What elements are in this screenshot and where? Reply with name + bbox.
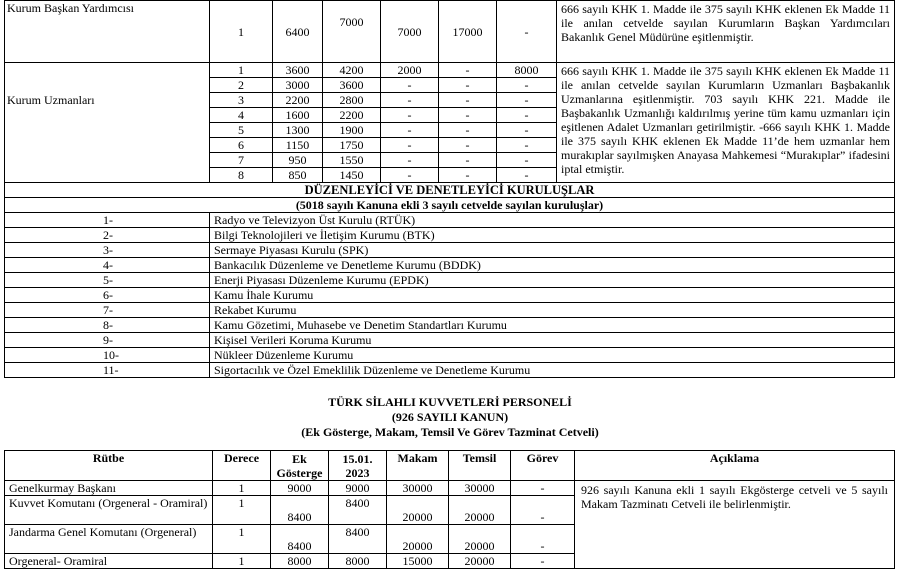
org-number: 10- — [5, 348, 210, 363]
tsk-makam: 15000 — [387, 554, 449, 569]
uzman-derece: 4 — [210, 108, 273, 123]
org-row — [5, 273, 895, 288]
org-number: 4- — [5, 258, 210, 273]
header-makam: Makam — [387, 451, 449, 481]
tsk-subtitle: (Ek Gösterge, Makam, Temsil Ve Görev Tazminat Cetveli) — [301, 425, 599, 439]
section-subtitle: (5018 sayılı Kanuna ekli 3 sayılı cetvelde sayılan kuruluşlar) — [5, 198, 895, 213]
uzman-gorev: - — [497, 123, 557, 138]
uzman-derece: 8 — [210, 168, 273, 183]
uzman-makam: - — [381, 123, 439, 138]
tsk-ek2023: 8400 — [329, 525, 387, 554]
org-name: Enerji Piyasası Düzenleme Kurumu (EPDK) — [210, 273, 895, 288]
tsk-gorev: - — [511, 554, 575, 569]
org-row — [5, 228, 895, 243]
header-gorev: Görev — [511, 451, 575, 481]
uzman-ek2023: 3600 — [323, 78, 381, 93]
uzman-ek2023: 2200 — [323, 108, 381, 123]
section-subtitle-row — [5, 198, 895, 213]
uzman-gorev: - — [497, 168, 557, 183]
uzman-derece: 3 — [210, 93, 273, 108]
header-ek2023: 15.01. 2023 — [329, 451, 387, 481]
uzman-gorev: - — [497, 108, 557, 123]
tsk-note: 926 sayılı Kanuna ekli 1 sayılı Ekgösterge cetveli ve 5 sayılı Makam Tazminatı Cetveli ile belirlenmiştir. — [575, 481, 895, 569]
tsk-row — [5, 481, 895, 496]
tsk-title: TÜRK SİLAHLI KUVVETLERİ PERSONELİ — [328, 395, 572, 409]
section-title-row — [5, 183, 895, 198]
uzman-title: Kurum Uzmanları — [5, 63, 210, 183]
baskan-row — [5, 1, 895, 63]
tsk-ek: 8400 — [271, 496, 329, 525]
baskan-temsil: 17000 — [439, 1, 497, 63]
uzman-makam: - — [381, 168, 439, 183]
uzman-makam: - — [381, 93, 439, 108]
tsk-temsil: 20000 — [449, 496, 511, 525]
tsk-rutbe: Kuvvet Komutanı (Orgeneral - Oramiral) — [5, 496, 213, 525]
baskan-makam: 7000 — [381, 1, 439, 63]
uzman-ek: 950 — [273, 153, 323, 168]
uzman-temsil: - — [439, 108, 497, 123]
tsk-temsil: 20000 — [449, 554, 511, 569]
tsk-gorev: - — [511, 496, 575, 525]
uzman-gorev: - — [497, 78, 557, 93]
tsk-gorev: - — [511, 481, 575, 496]
org-row — [5, 213, 895, 228]
kurum-table — [4, 0, 895, 378]
org-number: 1- — [5, 213, 210, 228]
uzman-gorev: 8000 — [497, 63, 557, 78]
uzman-ek: 3600 — [273, 63, 323, 78]
org-row — [5, 258, 895, 273]
tsk-derece: 1 — [213, 496, 271, 525]
uzman-temsil: - — [439, 123, 497, 138]
tsk-ek: 8000 — [271, 554, 329, 569]
org-name: Kişisel Verileri Koruma Kurumu — [210, 333, 895, 348]
uzman-ek: 1300 — [273, 123, 323, 138]
org-row — [5, 288, 895, 303]
header-rutbe: Rütbe — [5, 451, 213, 481]
tsk-derece: 1 — [213, 554, 271, 569]
header-ek: Ek Gösterge — [271, 451, 329, 481]
header-temsil: Temsil — [449, 451, 511, 481]
uzman-makam: - — [381, 138, 439, 153]
uzman-ek2023: 1750 — [323, 138, 381, 153]
uzman-makam: 2000 — [381, 63, 439, 78]
header-derece: Derece — [213, 451, 271, 481]
tsk-ek2023: 8400 — [329, 496, 387, 525]
org-number: 3- — [5, 243, 210, 258]
org-name: Radyo ve Televizyon Üst Kurulu (RTÜK) — [210, 213, 895, 228]
org-number: 5- — [5, 273, 210, 288]
org-row — [5, 243, 895, 258]
uzman-ek2023: 1450 — [323, 168, 381, 183]
uzman-makam: - — [381, 153, 439, 168]
uzman-derece: 5 — [210, 123, 273, 138]
org-number: 9- — [5, 333, 210, 348]
tsk-derece: 1 — [213, 525, 271, 554]
uzman-gorev: - — [497, 153, 557, 168]
uzman-ek: 1150 — [273, 138, 323, 153]
uzman-note: 666 sayılı KHK 1. Madde ile 375 sayılı KHK eklenen Ek Madde 11 ile anılan cetvelde sayılan Kurumların Uzmanları Başbakanlık Uzmanlarına eşitlenmiştir. 703 sayılı KHK 221. Madde ile Başbakanlık Uzmanlığı kaldırılmış yerine tüm kamu uzmanları için eşitlenen Adalet Uzmanları getirilmiştir. -666 sayılı KHK 1. Madde ile 375 sayılı KHK eklenen Ek Madde 11’de hem uzmanlar hem murakıplar sayılmışken Anayasa Mahkemesi “Murakıplar” ifadesini iptal etmiştir. — [557, 63, 895, 183]
uzman-ek: 1600 — [273, 108, 323, 123]
org-name: Bilgi Teknolojileri ve İletişim Kurumu (BTK) — [210, 228, 895, 243]
uzman-temsil: - — [439, 78, 497, 93]
org-row — [5, 318, 895, 333]
tsk-table — [4, 450, 895, 569]
uzman-temsil: - — [439, 93, 497, 108]
org-name: Sigortacılık ve Özel Emeklilik Düzenleme ve Denetleme Kurumu — [210, 363, 895, 378]
tsk-ek2023: 8000 — [329, 554, 387, 569]
org-row — [5, 303, 895, 318]
org-number: 7- — [5, 303, 210, 318]
tsk-law: (926 SAYILI KANUN) — [391, 410, 509, 424]
org-name: Kamu İhale Kurumu — [210, 288, 895, 303]
tsk-header-row — [5, 451, 895, 481]
uzman-makam: - — [381, 78, 439, 93]
uzman-derece: 2 — [210, 78, 273, 93]
uzman-temsil: - — [439, 138, 497, 153]
tsk-derece: 1 — [213, 481, 271, 496]
org-row — [5, 333, 895, 348]
uzman-gorev: - — [497, 138, 557, 153]
org-name: Kamu Gözetimi, Muhasebe ve Denetim Standartları Kurumu — [210, 318, 895, 333]
uzman-ek2023: 2800 — [323, 93, 381, 108]
uzman-temsil: - — [439, 63, 497, 78]
uzman-gorev: - — [497, 93, 557, 108]
section-title: DÜZENLEYİCİ VE DENETLEYİCİ KURULUŞLAR — [5, 183, 895, 198]
org-name: Rekabet Kurumu — [210, 303, 895, 318]
uzman-ek: 2200 — [273, 93, 323, 108]
baskan-derece: 1 — [210, 1, 273, 63]
baskan-ek: 6400 — [273, 1, 323, 63]
baskan-note: 666 sayılı KHK 1. Madde ile 375 sayılı KHK eklenen Ek Madde 11 ile anılan cetvelde sayılan Kurumların Başkan Yardımcıları Bakanlık Genel Müdürüne eşitlenmiştir. — [557, 1, 895, 63]
uzman-makam: - — [381, 108, 439, 123]
uzman-temsil: - — [439, 168, 497, 183]
uzman-temsil: - — [439, 153, 497, 168]
tsk-temsil: 20000 — [449, 525, 511, 554]
tsk-ek2023: 9000 — [329, 481, 387, 496]
baskan-title: Kurum Başkan Yardımcısı — [5, 1, 210, 63]
uzman-ek2023: 1900 — [323, 123, 381, 138]
baskan-gorev: - — [497, 1, 557, 63]
uzman-derece: 1 — [210, 63, 273, 78]
uzman-derece: 7 — [210, 153, 273, 168]
tsk-ek: 8400 — [271, 525, 329, 554]
org-number: 11- — [5, 363, 210, 378]
header-aciklama: Açıklama — [575, 451, 895, 481]
tsk-makam: 20000 — [387, 496, 449, 525]
org-number: 2- — [5, 228, 210, 243]
org-number: 8- — [5, 318, 210, 333]
tsk-rutbe: Jandarma Genel Komutanı (Orgeneral) — [5, 525, 213, 554]
tsk-makam: 20000 — [387, 525, 449, 554]
tsk-rutbe: Orgeneral- Oramiral — [5, 554, 213, 569]
uzman-derece: 6 — [210, 138, 273, 153]
org-name: Nükleer Düzenleme Kurumu — [210, 348, 895, 363]
baskan-ek2023: 7000 — [323, 1, 381, 63]
tsk-rutbe: Genelkurmay Başkanı — [5, 481, 213, 496]
org-row — [5, 348, 895, 363]
tsk-ek: 9000 — [271, 481, 329, 496]
uzman-ek2023: 1550 — [323, 153, 381, 168]
org-name: Bankacılık Düzenleme ve Denetleme Kurumu (BDDK) — [210, 258, 895, 273]
uzman-ek2023: 4200 — [323, 63, 381, 78]
org-name: Sermaye Piyasası Kurulu (SPK) — [210, 243, 895, 258]
org-number: 6- — [5, 288, 210, 303]
org-row — [5, 363, 895, 378]
uzman-ek: 3000 — [273, 78, 323, 93]
uzman-row — [5, 63, 895, 78]
tsk-gorev: - — [511, 525, 575, 554]
tsk-makam: 30000 — [387, 481, 449, 496]
tsk-temsil: 30000 — [449, 481, 511, 496]
uzman-ek: 850 — [273, 168, 323, 183]
